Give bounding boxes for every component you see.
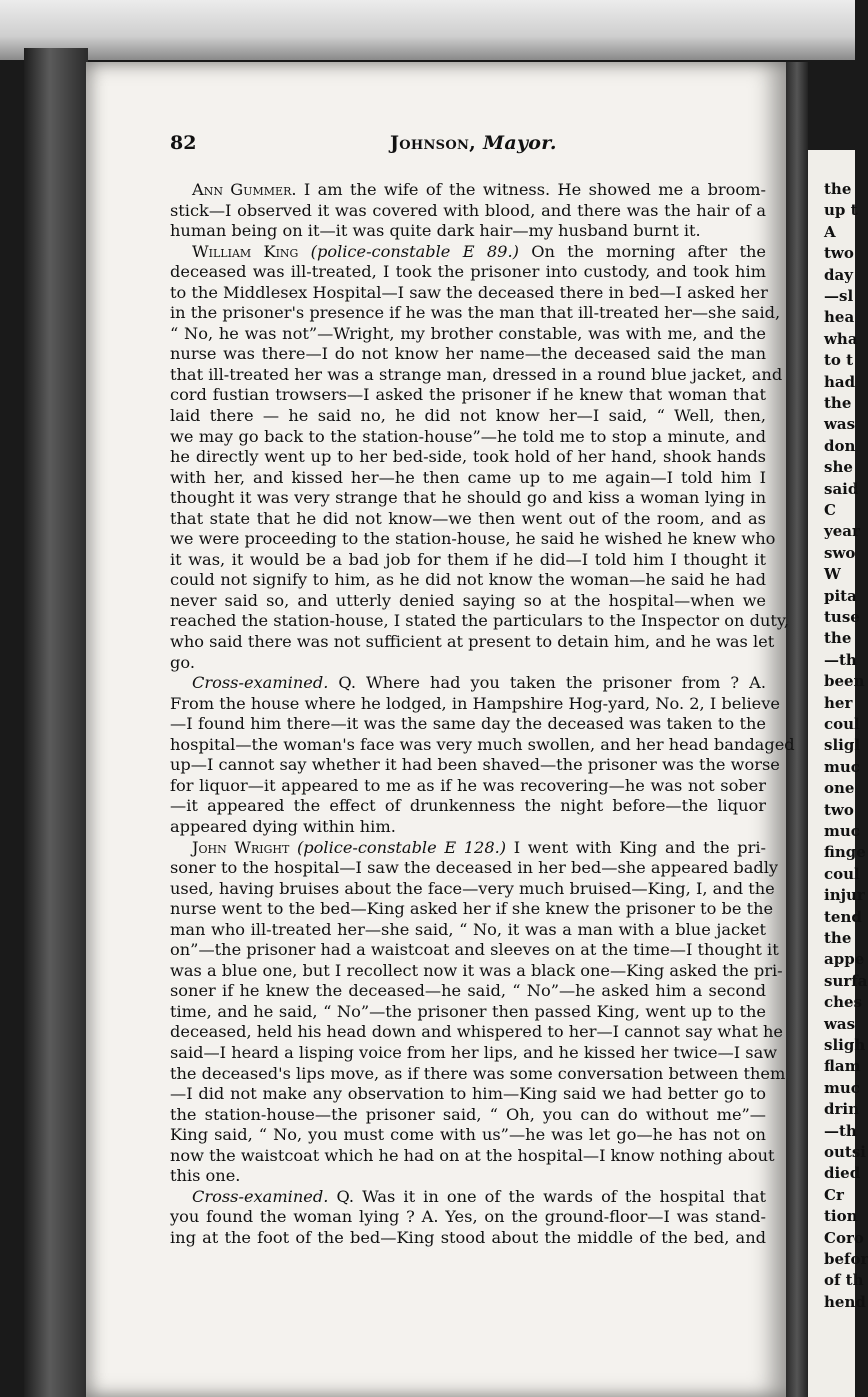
text-line xyxy=(170,1228,766,1249)
line-text: —I found him there—it was the same day the deceased was taken to the xyxy=(170,714,766,734)
facing-line: day xyxy=(824,265,853,284)
facing-line: the xyxy=(824,180,852,198)
facing-line: coul xyxy=(824,715,860,733)
line-text: stick—I observed it was covered with blood, and there was the hair of a xyxy=(170,200,766,220)
facing-line: to t xyxy=(824,351,854,370)
line-text: on”—the prisoner had a waistcoat and sleeves on at the time—I thought it xyxy=(170,940,779,960)
text-line xyxy=(170,940,779,961)
line-text: cord fustian trowsers—I asked the prisoner if he knew that woman that xyxy=(170,385,766,405)
facing-line: was xyxy=(824,1014,856,1033)
facing-line: the xyxy=(824,629,852,648)
facing-line: year xyxy=(824,522,860,541)
text-line xyxy=(170,1063,786,1085)
line-text: go. xyxy=(170,652,195,672)
speaker-role: (police-constable E 128.) xyxy=(289,837,507,857)
text-line xyxy=(170,1166,766,1187)
book-fore-edge xyxy=(24,48,88,1397)
facing-line: ches xyxy=(824,993,863,1012)
text-line xyxy=(170,734,795,756)
facing-line: injur xyxy=(824,886,865,905)
line-text: used, having bruises about the face—very much bruised—King, I, and the xyxy=(170,878,775,898)
facing-line: W xyxy=(824,565,841,584)
text-line xyxy=(170,1042,778,1064)
line-text: Q. Was it in one of the wards of the hospital that xyxy=(328,1186,766,1206)
facing-line: —th xyxy=(824,650,857,669)
line-text: I went with King and the pri- xyxy=(506,837,767,857)
text-line xyxy=(170,632,775,653)
line-text: the deceased's lips move, as if there was some conversation between them xyxy=(170,1063,786,1083)
facing-line: —sl xyxy=(824,287,854,305)
line-text: ing at the foot of the bed—King stood about the middle of the bed, and xyxy=(170,1227,766,1247)
running-head xyxy=(390,132,557,154)
text-line xyxy=(170,796,766,817)
text-line xyxy=(170,550,766,571)
cross-examined-label: Cross-examined. xyxy=(192,673,329,693)
facing-line: finge xyxy=(824,843,866,862)
facing-line: Cr xyxy=(824,1185,844,1204)
facing-line: sligh xyxy=(824,1036,866,1054)
line-text: human being on it—it was quite dark hair—my husband burnt it. xyxy=(170,221,701,241)
text-line xyxy=(170,570,766,591)
line-text: said—I heard a lisping voice from her lips, and he kissed her twice—I saw xyxy=(170,1042,778,1062)
text-line xyxy=(170,468,766,489)
line-text: thought it was very strange that he should go and kiss a woman lying in xyxy=(170,488,766,508)
line-text: with her, and kissed her—he then came up to me again—I told him I xyxy=(170,467,766,487)
text-line xyxy=(170,1084,766,1105)
speaker-name: John Wright xyxy=(192,837,290,857)
text-line xyxy=(170,1145,775,1167)
line-text: never said so, and utterly denied saying so at the hospital—when we xyxy=(170,590,766,610)
facing-page-fragment xyxy=(808,150,868,1397)
line-text: King said, “ No, you must come with us”—he was let go—he has not on xyxy=(170,1125,766,1145)
facing-line: muc xyxy=(824,822,860,840)
line-text: now the waistcoat which he had on at the hospital—I know nothing about xyxy=(170,1145,775,1165)
line-text: could not signify to him, as he did not know the woman—he said he had xyxy=(170,570,766,590)
line-text: laid there — he said no, he did not know her—I said, “ Well, then, xyxy=(170,406,766,426)
facing-line: hea xyxy=(824,308,855,327)
running-head-title: Mayor. xyxy=(483,132,557,154)
facing-line: sligl xyxy=(824,736,861,755)
page-number: 82 xyxy=(170,132,197,154)
facing-line: flam xyxy=(824,1057,861,1076)
facing-line: she xyxy=(824,458,853,477)
line-text: soner if he knew the deceased—he said, “ No”—he asked him a second xyxy=(170,981,766,1001)
line-text: time, and he said, “ No”—the prisoner then passed King, went up to the xyxy=(170,1001,766,1021)
line-text: “ No, he was not”—Wright, my brother constable, was with me, and the xyxy=(170,323,766,343)
text-line xyxy=(170,920,766,941)
page-header xyxy=(170,132,770,162)
line-text: From the house where he lodged, in Hampshire Hog-yard, No. 2, I believe xyxy=(170,693,780,713)
line-text: that state that he did not know—we then went out of the room, and as xyxy=(170,508,766,528)
text-line xyxy=(170,693,780,715)
speaker-role: (police-constable E 89.) xyxy=(298,241,519,261)
line-text: he directly went up to her bed-side, took hold of her hand, shook hands xyxy=(170,447,766,467)
text-line xyxy=(170,1125,766,1146)
line-text: you found the woman lying ? A. Yes, on the ground-floor—I was stand- xyxy=(170,1207,766,1227)
facing-line: don xyxy=(824,436,856,455)
text-line xyxy=(170,364,783,386)
facing-line: been xyxy=(824,672,865,691)
text-line xyxy=(170,447,766,468)
line-text: nurse was there—I do not know her name—the deceased said the man xyxy=(170,344,766,364)
text-line xyxy=(170,303,781,324)
speaker-name: Ann Gummer. xyxy=(192,180,297,199)
text-line xyxy=(170,960,783,982)
line-text: we were proceeding to the station-house, he said he wished he knew who xyxy=(170,529,776,549)
facing-line: coul xyxy=(824,864,860,883)
line-text: I am the wife of the witness. He showed me a broom- xyxy=(296,180,766,199)
line-text: On the morning after the xyxy=(518,241,766,261)
text-line xyxy=(170,283,766,304)
cross-examined-label: Cross-examined. xyxy=(192,1186,329,1206)
facing-line: one xyxy=(824,779,855,798)
facing-line: was xyxy=(824,415,856,434)
facing-line: C xyxy=(824,501,836,519)
facing-line: drin xyxy=(824,1100,859,1119)
line-text: —I did not make any observation to him—King said we had better go to xyxy=(170,1084,766,1104)
facing-line: tion xyxy=(824,1207,858,1226)
line-text: —it appeared the effect of drunkenness the night before—the liquor xyxy=(170,796,766,816)
text-line xyxy=(170,817,766,838)
line-text: soner to the hospital—I saw the deceased in her bed—she appeared badly xyxy=(170,858,779,878)
text-line xyxy=(170,529,776,550)
text-line xyxy=(170,653,766,674)
line-text: this one. xyxy=(170,1166,241,1186)
text-line xyxy=(170,611,790,632)
line-text: appeared dying within him. xyxy=(170,816,396,836)
text-line xyxy=(170,981,766,1002)
text-line xyxy=(170,324,766,345)
book-gutter xyxy=(786,62,808,1397)
line-text: who said there was not sufficient at present to detain him, and he was let xyxy=(170,632,775,652)
line-text: it was, it would be a bad job for them if he did—I told him I thought it xyxy=(170,549,766,569)
text-line xyxy=(170,242,766,263)
facing-line: tend xyxy=(824,907,862,926)
text-line xyxy=(170,714,766,735)
text-line xyxy=(170,221,766,242)
text-line xyxy=(170,1207,766,1228)
line-text: in the prisoner's presence if he was the man that ill-treated her—she said, xyxy=(170,303,781,323)
line-text: nurse went to the bed—King asked her if she knew the prisoner to be the xyxy=(170,899,774,919)
line-text: reached the station-house, I stated the particulars to the Inspector on duty, xyxy=(170,611,790,631)
line-text: Q. Where had you taken the prisoner from ? A. xyxy=(328,673,766,693)
body-text xyxy=(170,180,795,1248)
text-line xyxy=(170,488,766,509)
line-text: to the Middlesex Hospital—I saw the deceased there in bed—I asked her xyxy=(170,282,768,302)
facing-line: up t xyxy=(824,201,858,220)
line-text: we may go back to the station-house”—he told me to stop a minute, and xyxy=(170,426,766,446)
text-line xyxy=(170,427,766,448)
line-text: man who ill-treated her—she said, “ No, it was a man with a blue jacket xyxy=(170,919,766,939)
facing-line: wha xyxy=(824,329,858,348)
line-text: deceased, held his head down and whispered to her—I cannot say what he xyxy=(170,1022,784,1042)
facing-line: said xyxy=(824,479,859,498)
text-line xyxy=(170,1105,766,1126)
facing-line: two xyxy=(824,244,854,263)
facing-line: two xyxy=(824,800,854,819)
text-line xyxy=(170,385,766,406)
text-line xyxy=(170,755,780,776)
facing-line: her xyxy=(824,693,853,712)
facing-line: died xyxy=(824,1164,861,1183)
facing-line: swo xyxy=(824,543,856,562)
facing-line: befor xyxy=(824,1250,868,1268)
facing-line: muc xyxy=(824,757,860,776)
facing-line: Coro xyxy=(824,1228,864,1247)
facing-line: pita xyxy=(824,586,857,605)
text-line xyxy=(170,509,766,530)
facing-line: —th xyxy=(824,1121,857,1140)
text-line xyxy=(170,201,766,222)
facing-line: A xyxy=(824,222,836,241)
facing-line: the xyxy=(824,394,852,412)
facing-line: tuse xyxy=(824,608,860,626)
text-line xyxy=(170,858,779,879)
text-line xyxy=(170,838,766,859)
text-line xyxy=(170,180,766,201)
facing-line: had xyxy=(824,372,856,391)
text-line xyxy=(170,591,766,612)
line-text: deceased was ill-treated, I took the prisoner into custody, and took him xyxy=(170,262,766,282)
text-line xyxy=(170,344,766,365)
facing-line: surfa xyxy=(824,971,868,990)
facing-line: the xyxy=(824,929,852,947)
line-text: hospital—the woman's face was very much swollen, and her head bandaged xyxy=(170,734,795,754)
text-line xyxy=(170,878,775,900)
text-line xyxy=(170,1022,784,1043)
text-line xyxy=(170,1187,766,1208)
text-line xyxy=(170,1002,766,1023)
facing-line: muc xyxy=(824,1078,860,1097)
facing-line: of th xyxy=(824,1271,864,1290)
text-line xyxy=(170,673,766,694)
scanner-background xyxy=(0,0,855,60)
text-line xyxy=(170,406,766,427)
facing-line: appe xyxy=(824,950,865,969)
facing-line: hend xyxy=(824,1292,866,1311)
line-text: the station-house—the prisoner said, “ Oh, you can do without me”— xyxy=(170,1104,766,1124)
line-text: was a blue one, but I recollect now it was a black one—King asked the pri- xyxy=(170,960,783,980)
speaker-name: William King xyxy=(192,241,299,261)
text-line xyxy=(170,899,774,920)
running-head-name: Johnson, xyxy=(390,132,477,154)
text-line xyxy=(170,776,766,797)
text-line xyxy=(170,262,766,283)
line-text: for liquor—it appeared to me as if he was recovering—he was not sober xyxy=(170,775,766,795)
line-text: that ill-treated her was a strange man, dressed in a round blue jacket, and xyxy=(170,364,783,384)
line-text: up—I cannot say whether it had been shaved—the prisoner was the worse xyxy=(170,755,780,775)
facing-line: outsi xyxy=(824,1143,866,1161)
